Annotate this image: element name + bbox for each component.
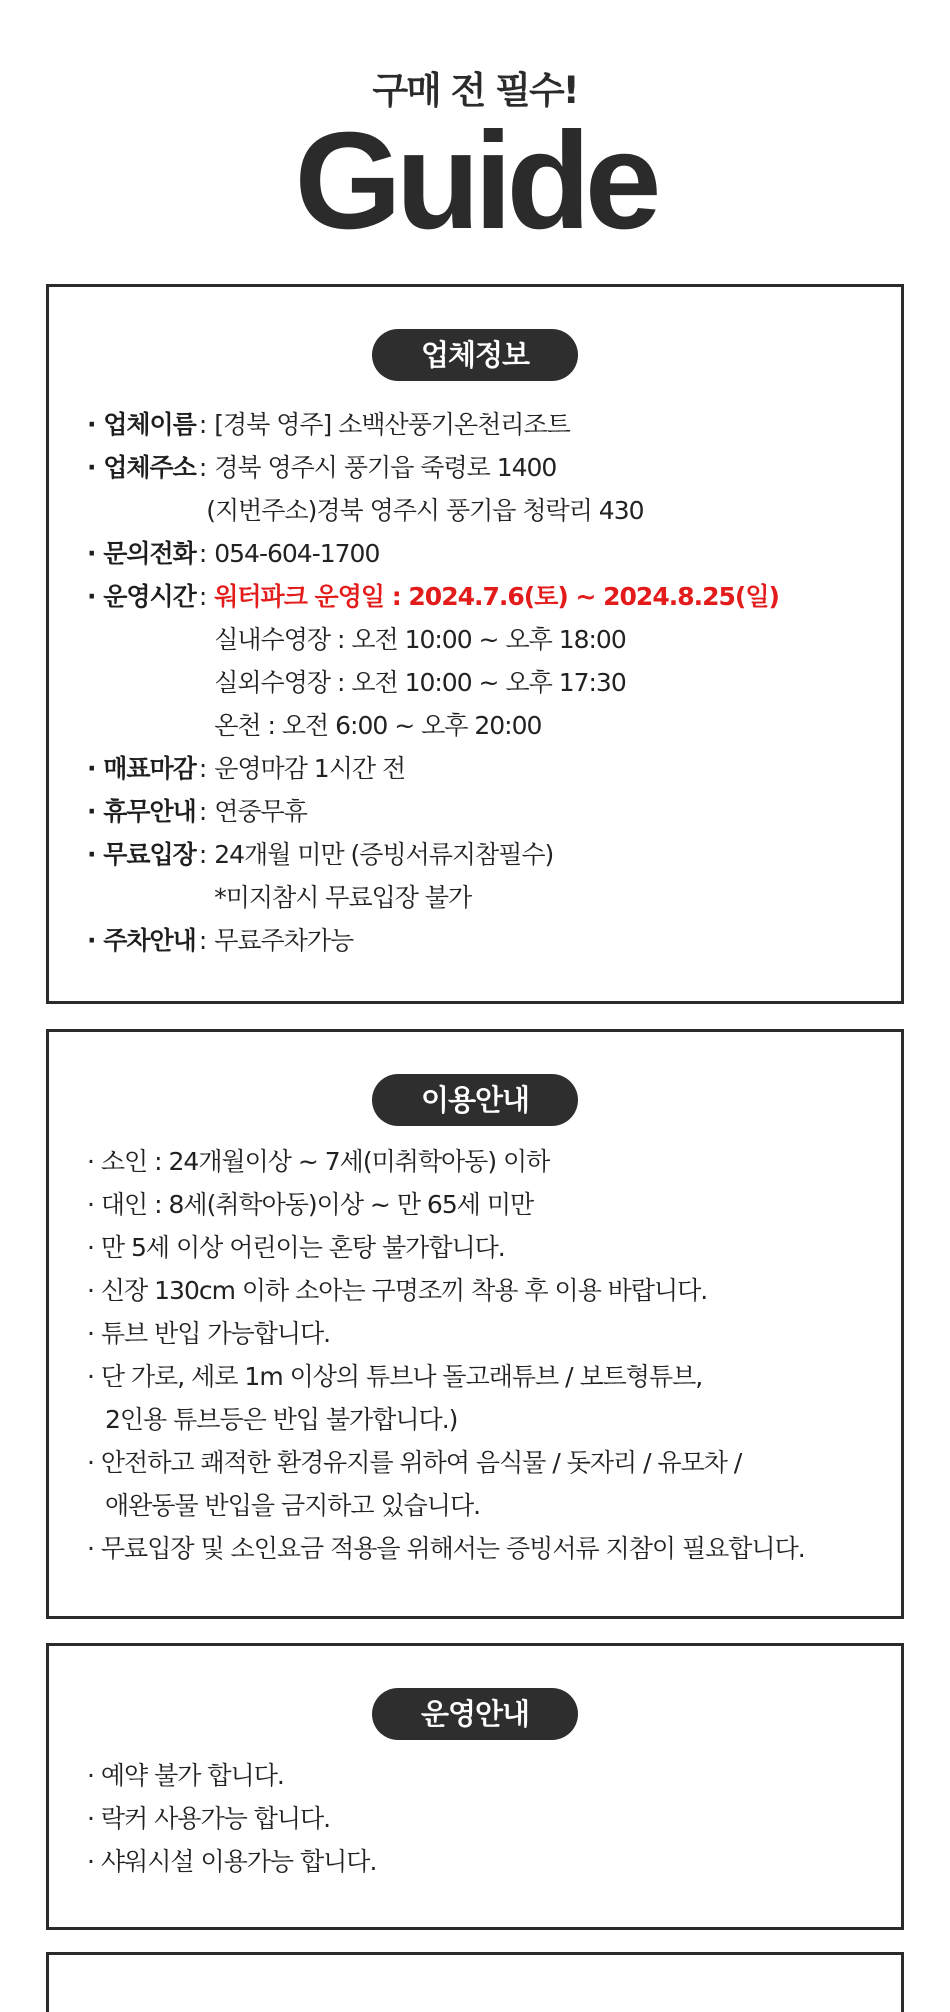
list-item-continuation: 2인용 튜브등은 반입 불가합니다.)	[105, 1405, 458, 1434]
list-item: · 단 가로, 세로 1m 이상의 튜브나 돌고래튜브 / 보트형튜브,	[87, 1362, 703, 1391]
info-row-parking: · 주차안내 : 무료주차가능	[87, 919, 901, 962]
page-header	[0, 0, 950, 258]
info-row-free-entry: · 무료입장 : 24개월 미만 (증빙서류지참필수) *미지참시 무료입장 불가	[87, 833, 901, 919]
company-info-list	[49, 403, 901, 962]
list-item: · 샤워시설 이용가능 합니다.	[87, 1847, 377, 1876]
operation-guide-heading: 운영안내	[372, 1688, 578, 1740]
info-value: 무료주차가능	[214, 926, 354, 955]
info-label: · 업체주소	[87, 453, 196, 482]
usage-guide-section	[46, 1029, 904, 1619]
company-info-heading: 업체정보	[372, 329, 578, 381]
next-section-partial	[46, 1952, 904, 2012]
info-value: 연중무휴	[214, 797, 307, 826]
company-info-section	[46, 284, 904, 1004]
list-item: · 안전하고 쾌적한 환경유지를 위하여 음식물 / 돗자리 / 유모차 /	[87, 1448, 742, 1477]
info-label: · 문의전화	[87, 539, 196, 568]
list-item: · 대인 : 8세(취학아동)이상 ~ 만 65세 미만	[87, 1190, 534, 1219]
info-row-holidays: · 휴무안내 : 연중무휴	[87, 790, 901, 833]
page-subtitle: 구매 전 필수!	[372, 69, 578, 112]
info-value: 실외수영장 : 오전 10:00 ~ 오후 17:30	[214, 668, 626, 697]
waterpark-operating-dates: 워터파크 운영일 : 2024.7.6(토) ~ 2024.8.25(일)	[214, 582, 779, 611]
info-row-address: · 업체주소 : 경북 영주시 풍기읍 죽령로 1400 (지번주소)경북 영주시 풍기읍 청락리 430	[87, 446, 901, 532]
info-value: 실내수영장 : 오전 10:00 ~ 오후 18:00	[214, 625, 626, 654]
info-row-ticket-deadline: · 매표마감 : 운영마감 1시간 전	[87, 747, 901, 790]
info-value: *미지참시 무료입장 불가	[214, 883, 472, 912]
info-label: · 주차안내	[87, 926, 196, 955]
operation-guide-list	[49, 1754, 901, 1883]
list-item: · 예약 불가 합니다.	[87, 1761, 284, 1790]
info-label: · 매표마감	[87, 754, 196, 783]
info-value: 온천 : 오전 6:00 ~ 오후 20:00	[214, 711, 542, 740]
list-item: · 튜브 반입 가능합니다.	[87, 1319, 331, 1348]
list-item: · 무료입장 및 소인요금 적용을 위해서는 증빙서류 지참이 필요합니다.	[87, 1534, 805, 1563]
info-row-phone: · 문의전화 : 054-604-1700	[87, 532, 901, 575]
info-value: 054-604-1700	[214, 539, 380, 568]
usage-guide-list	[49, 1140, 901, 1570]
list-item: · 신장 130cm 이하 소아는 구명조끼 착용 후 이용 바랍니다.	[87, 1276, 708, 1305]
list-item: · 소인 : 24개월이상 ~ 7세(미취학아동) 이하	[87, 1147, 550, 1176]
info-row-hours: · 운영시간 : 워터파크 운영일 : 2024.7.6(토) ~ 2024.8.25(일) 실내수영장 : 오전 10:00 ~ 오후 18:00 실외수영장 : 오전 10:00 ~ 오후 17:30 온천 : 오전 6:00 ~ 오후 20:00	[87, 575, 901, 747]
info-label: · 무료입장	[87, 840, 196, 869]
info-label: · 업체이름	[87, 410, 196, 439]
info-value: [경북 영주] 소백산풍기온천리조트	[214, 410, 570, 439]
info-label: · 휴무안내	[87, 797, 196, 826]
operation-guide-section	[46, 1643, 904, 1930]
usage-guide-heading: 이용안내	[372, 1074, 578, 1126]
info-value: 운영마감 1시간 전	[214, 754, 406, 783]
list-item: · 락커 사용가능 합니다.	[87, 1804, 331, 1833]
info-value: 24개월 미만 (증빙서류지참필수)	[214, 840, 554, 869]
list-item: · 만 5세 이상 어린이는 혼탕 불가합니다.	[87, 1233, 505, 1262]
list-item-continuation: 애완동물 반입을 금지하고 있습니다.	[105, 1491, 481, 1520]
page-title: Guide	[294, 104, 656, 258]
info-value: 경북 영주시 풍기읍 죽령로 1400	[214, 453, 557, 482]
info-label: · 운영시간	[87, 582, 196, 611]
info-row-company-name: · 업체이름 : [경북 영주] 소백산풍기온천리조트	[87, 403, 901, 446]
info-value: (지번주소)경북 영주시 풍기읍 청락리 430	[206, 496, 644, 525]
